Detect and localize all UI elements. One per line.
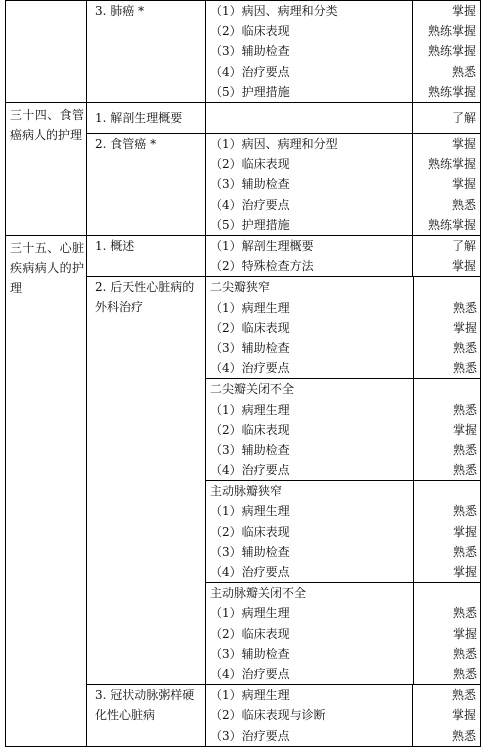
level-cell [413,685,481,747]
level-item: 掌握 [452,565,477,579]
level-item: 熟悉 [451,64,476,79]
topic-cell [87,685,206,747]
level-item: 掌握 [451,177,476,192]
content-item: （5）护理措施 [210,217,290,232]
table-row [6,236,481,277]
valve-block [206,481,481,583]
block-heading: 主动脉瓣狭窄 [210,484,283,499]
content-item: （4）治疗要点 [210,361,290,376]
chapter-cell [6,236,87,747]
valve-block [206,277,481,378]
content-item: （1）病因、病理和分型 [210,137,338,151]
level-item: 掌握 [451,708,476,723]
content-cell [206,685,413,747]
content-item: （3）辅助检查 [210,544,290,559]
topic-label: 2. 食管癌 * [95,137,157,151]
topic-label: 3. 冠状动脉粥样硬化性心脏病 [95,688,195,723]
level-item: 了解 [451,111,476,125]
content-cell [206,103,413,134]
block-levels [413,379,481,481]
content-item: （4）治疗要点 [210,64,290,79]
content-item: （2）特殊检查方法 [210,259,314,274]
level-item: 熟练掌握 [427,44,476,59]
block-content [206,481,413,583]
level-item: 掌握 [451,137,476,151]
content-item: （2）临床表现 [210,626,290,641]
level-item: 熟悉 [452,300,477,315]
level-cell [413,103,481,134]
block-heading: 二尖瓣关闭不全 [210,382,295,397]
topic-label: 1. 解剖生理概要 [95,111,183,125]
block-content [206,379,413,481]
level-item: 熟悉 [452,442,477,457]
valve-block [206,379,481,481]
level-item: 熟悉 [452,646,477,661]
topic-cell [87,134,206,236]
level-item: 掌握 [451,4,476,18]
level-cell [413,236,481,277]
topic-label: 2. 后天性心脏病的外科治疗 [95,280,195,315]
valve-blocks [206,277,481,684]
level-item: 掌握 [452,422,477,437]
content-item: （1）病理生理 [210,504,290,519]
content-item: （1）病理生理 [210,300,290,315]
valve-block [206,583,481,684]
level-item: 熟练掌握 [427,84,476,99]
level-item: 熟悉 [452,544,477,559]
content-item: （1）解剖生理概要 [210,239,314,253]
block-content [206,583,413,684]
content-item: （4）治疗要点 [210,565,290,579]
content-cell [206,1,413,103]
content-item: （3）辅助检查 [210,44,290,59]
content-item: （3）治疗要点 [210,728,290,743]
block-levels [413,583,481,684]
block-content [206,277,413,378]
chapter-cell [6,1,87,103]
content-item: （3）辅助检查 [210,177,290,192]
content-item: （2）临床表现 [210,24,290,39]
content-item: （3）辅助检查 [210,340,290,355]
level-item [418,277,478,297]
level-item: 熟悉 [452,340,477,355]
table-row [6,103,481,134]
level-item: 熟悉 [452,463,477,478]
level-item: 熟练掌握 [427,217,476,232]
block-heading: 二尖瓣狭窄 [210,280,271,295]
content-item: （1）病因、病理和分类 [210,4,338,18]
topic-cell [87,1,206,103]
content-item: （3）辅助检查 [210,442,290,457]
syllabus-table [5,0,481,747]
topic-label: 3. 肺癌 * [95,4,145,18]
valve-blocks-cell [206,277,481,685]
topic-cell [87,236,206,277]
topic-label: 1. 概述 [95,239,135,253]
content-item: （4）治疗要点 [210,666,290,681]
block-heading: 主动脉瓣关闭不全 [210,586,307,601]
level-item [418,583,478,603]
level-item: 熟悉 [452,666,477,681]
level-item [418,481,478,501]
content-cell [206,236,413,277]
content-item: （2）临床表现 [210,320,290,335]
content-cell [206,134,413,236]
chapter-label: 三十四、食管癌病人的护理 [10,108,84,142]
level-item [418,379,478,399]
table-row [6,1,481,103]
topic-cell [87,103,206,134]
block-levels [413,277,481,378]
content-item: （1）病理生理 [210,402,290,417]
chapter-label: 三十五、心脏疾病病人的护理 [10,241,84,295]
level-item: 掌握 [452,626,477,641]
level-cell [413,134,481,236]
content-item: （4）治疗要点 [210,197,290,212]
level-item: 掌握 [451,259,476,274]
level-item: 熟悉 [451,197,476,212]
content-item: （2）临床表现与诊断 [210,708,326,723]
level-item: 熟练掌握 [427,157,476,172]
level-item: 熟悉 [452,361,477,376]
block-levels [413,481,481,583]
level-item: 熟悉 [451,728,476,743]
level-item: 熟练掌握 [427,24,476,39]
level-item: 熟悉 [452,504,477,519]
level-item: 熟悉 [452,402,477,417]
content-item: （2）临床表现 [210,157,290,172]
level-item: 掌握 [452,524,477,539]
content-item: （3）辅助检查 [210,646,290,661]
content-item: （1）病理生理 [210,606,290,621]
content-item: （2）临床表现 [210,524,290,539]
content-item: （2）临床表现 [210,422,290,437]
topic-cell [87,277,206,685]
content-item: （1）病理生理 [210,688,290,703]
level-item: 熟悉 [452,606,477,621]
chapter-cell [6,103,87,236]
level-cell [413,1,481,103]
level-item: 熟悉 [451,688,476,703]
level-item: 了解 [451,239,476,253]
level-item: 掌握 [452,320,477,335]
content-item: （5）护理措施 [210,84,290,99]
content-item: （4）治疗要点 [210,463,290,478]
